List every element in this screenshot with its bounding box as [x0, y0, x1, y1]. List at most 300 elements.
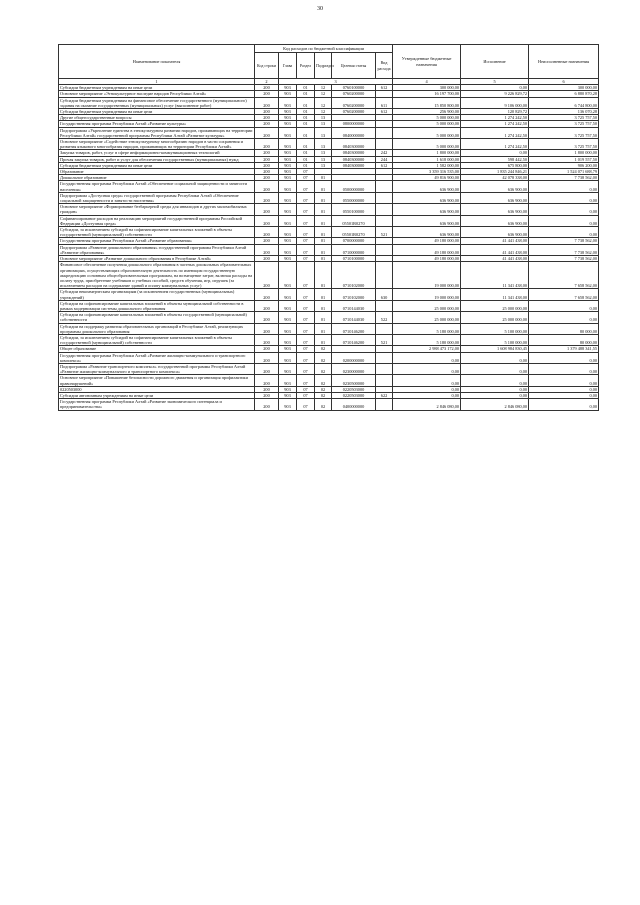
row-expense-type: [376, 204, 393, 215]
row-target: 0500000000: [332, 181, 376, 192]
row-chapter: 903: [279, 156, 297, 162]
row-name: Образование: [59, 169, 255, 175]
header-code-title: Код расходов по бюджетной классификации: [255, 45, 393, 53]
row-expense-type: 244: [376, 156, 393, 162]
row-chapter: 903: [279, 323, 297, 334]
row-unexecuted: 0,00: [529, 227, 599, 238]
row-executed: 636 900,00: [461, 204, 529, 215]
row-approved: 49 816 900,00: [393, 175, 461, 181]
row-subsection: 12: [315, 91, 332, 97]
row-name: Субсидии автономным учреждениям на иные цели: [59, 392, 255, 398]
row-section: 07: [297, 238, 315, 244]
row-target: 0840300000: [332, 139, 376, 150]
table-row: [59, 312, 599, 323]
row-approved: 49 180 000,00: [393, 256, 461, 262]
row-name: Дошкольное образование: [59, 175, 255, 181]
row-line-code: 200: [255, 238, 279, 244]
row-section: 01: [297, 139, 315, 150]
row-name: Субсидии бюджетным учреждениям на иные цели: [59, 85, 255, 91]
row-expense-type: [376, 181, 393, 192]
table-row: [59, 334, 599, 345]
row-unexecuted: 0,00: [529, 386, 599, 392]
row-approved: 19 000 000,00: [393, 289, 461, 300]
row-expense-type: [376, 262, 393, 289]
row-executed: 9 226 829,72: [461, 91, 529, 97]
row-executed: 11 341 438,00: [461, 289, 529, 300]
row-approved: 0,00: [393, 352, 461, 363]
row-target: 0550000000: [332, 192, 376, 203]
row-unexecuted: 136 070,28: [529, 109, 599, 115]
row-approved: 5 000 000,00: [393, 139, 461, 150]
row-subsection: 02: [315, 346, 332, 352]
row-approved: 16 197 700,00: [393, 91, 461, 97]
row-unexecuted: 80 000,00: [529, 323, 599, 334]
row-chapter: 903: [279, 97, 297, 108]
row-expense-type: [376, 300, 393, 311]
row-target: 0710144030: [332, 300, 376, 311]
row-line-code: 200: [255, 115, 279, 121]
row-chapter: 903: [279, 386, 297, 392]
row-approved: 25 000 000,00: [393, 312, 461, 323]
row-subsection: 12: [315, 109, 332, 115]
row-section: 07: [297, 375, 315, 386]
table-row: [59, 244, 599, 255]
row-name: Прочая закупка товаров, работ и услуг для обеспечения государственных (муниципальных) нужд: [59, 156, 255, 162]
row-expense-type: 622: [376, 392, 393, 398]
row-unexecuted: 0,00: [529, 181, 599, 192]
row-expense-type: 522: [376, 312, 393, 323]
row-unexecuted: 906 200,00: [529, 162, 599, 168]
row-line-code: 200: [255, 300, 279, 311]
row-unexecuted: 7 738 562,00: [529, 175, 599, 181]
header-unexecuted: Неисполненные назначения: [529, 45, 599, 79]
row-executed: 0,00: [461, 375, 529, 386]
row-subsection: 01: [315, 181, 332, 192]
row-expense-type: [376, 399, 393, 410]
row-line-code: 200: [255, 346, 279, 352]
row-subsection: 01: [315, 227, 332, 238]
row-executed: 0,00: [461, 150, 529, 156]
row-unexecuted: 1 379 488 341,55: [529, 346, 599, 352]
row-chapter: 903: [279, 399, 297, 410]
row-subsection: 01: [315, 204, 332, 215]
row-target: 0230500000: [332, 375, 376, 386]
row-approved: 5 000 000,00: [393, 127, 461, 138]
row-subsection: 02: [315, 386, 332, 392]
row-name: Подпрограмма «Развитие транспортного комплекса» государственной программы Республики Алтай «Развитие жилищно-коммунального и транспортного комплекса»: [59, 363, 255, 374]
row-line-code: 200: [255, 262, 279, 289]
header-name: Наименование показателя: [59, 45, 255, 79]
row-section: 07: [297, 352, 315, 363]
row-executed: 41 441 438,00: [461, 244, 529, 255]
row-chapter: 903: [279, 109, 297, 115]
row-expense-type: [376, 363, 393, 374]
row-line-code: 200: [255, 352, 279, 363]
row-section: 01: [297, 121, 315, 127]
row-unexecuted: 3 725 757,50: [529, 139, 599, 150]
budget-execution-table: [58, 44, 599, 411]
row-name: Основное мероприятие «Развитие дошкольного образования в Республике Алтай»: [59, 256, 255, 262]
table-row: [59, 127, 599, 138]
row-target: 0710000000: [332, 244, 376, 255]
row-approved: 0,00: [393, 392, 461, 398]
row-expense-type: 611: [376, 97, 393, 108]
row-target: 0710146200: [332, 323, 376, 334]
table-row: [59, 375, 599, 386]
row-section: 01: [297, 109, 315, 115]
row-name: Субсидии бюджетным учреждениям на иные цели: [59, 162, 255, 168]
row-chapter: 903: [279, 312, 297, 323]
table-row: [59, 363, 599, 374]
row-expense-type: 521: [376, 334, 393, 345]
row-section: 07: [297, 386, 315, 392]
row-line-code: 200: [255, 363, 279, 374]
row-subsection: 01: [315, 323, 332, 334]
row-executed: 1 835 244 846,21: [461, 169, 529, 175]
row-line-code: 200: [255, 399, 279, 410]
table-body: [59, 85, 599, 410]
row-approved: 0,00: [393, 375, 461, 386]
row-target: 05501R0270: [332, 215, 376, 226]
row-unexecuted: 3 725 757,50: [529, 127, 599, 138]
row-executed: 42 078 338,00: [461, 175, 529, 181]
row-approved: 636 900,00: [393, 181, 461, 192]
header-line-code: Код строки: [255, 53, 279, 79]
row-target: 0760200000: [332, 97, 376, 108]
row-approved: 636 900,00: [393, 215, 461, 226]
row-line-code: 200: [255, 192, 279, 203]
row-unexecuted: 3 725 757,50: [529, 121, 599, 127]
header-num-4: 4: [393, 79, 461, 85]
row-section: 01: [297, 91, 315, 97]
row-section: 07: [297, 392, 315, 398]
row-section: 07: [297, 363, 315, 374]
row-chapter: 903: [279, 289, 297, 300]
row-executed: 5 100 000,00: [461, 334, 529, 345]
row-executed: 636 900,00: [461, 181, 529, 192]
row-target: 0710146200: [332, 334, 376, 345]
row-subsection: 13: [315, 127, 332, 138]
row-unexecuted: 7 658 562,00: [529, 262, 599, 289]
row-expense-type: [376, 215, 393, 226]
header-subsection: Подраздел: [315, 53, 332, 79]
row-subsection: 01: [315, 175, 332, 181]
row-line-code: 200: [255, 323, 279, 334]
row-name: Государственная программа Республики Алтай «Обеспечение социальной защищенности и занятости населения»: [59, 181, 255, 192]
row-name: Государственная программа Республики Алтай «Развитие экономического потенциала и предпринимательства»: [59, 399, 255, 410]
row-unexecuted: 7 738 562,00: [529, 238, 599, 244]
row-executed: 2 846 080,00: [461, 399, 529, 410]
row-name: Подпрограмма «Укрепление единства в этнокультурном развитии народов, проживающих на территории Республики Алтай» государственной программы Республики Алтай «Развитие культуры»: [59, 127, 255, 138]
row-name: Субсидии бюджетным учреждениям на финансовое обеспечение государственного (муниципального) задания на оказание государственных (муниципальных) услуг (выполнение работ): [59, 97, 255, 108]
row-unexecuted: 7 658 562,00: [529, 289, 599, 300]
row-unexecuted: 3 725 757,50: [529, 115, 599, 121]
row-chapter: 903: [279, 244, 297, 255]
row-name: Государственная программа Республики Алтай «Развитие культуры»: [59, 121, 255, 127]
row-target: 0710102000: [332, 262, 376, 289]
row-line-code: 200: [255, 85, 279, 91]
row-executed: 0,00: [461, 352, 529, 363]
row-subsection: 13: [315, 115, 332, 121]
row-chapter: 903: [279, 169, 297, 175]
row-line-code: 200: [255, 256, 279, 262]
row-approved: 5 000 000,00: [393, 115, 461, 121]
table-row: [59, 204, 599, 215]
table-row: [59, 262, 599, 289]
row-target: 0550100000: [332, 204, 376, 215]
header-section: Раздел: [297, 53, 315, 79]
page-number: 30: [317, 6, 323, 12]
row-name: Субсидии на софинансирование капитальных вложений в объекты муниципальной собственности в рамках модернизации системы дошкольного образования: [59, 300, 255, 311]
row-target: 0220503000: [332, 392, 376, 398]
row-unexecuted: 0,00: [529, 204, 599, 215]
row-executed: 1 274 242,50: [461, 139, 529, 150]
row-chapter: 903: [279, 215, 297, 226]
row-unexecuted: 0,00: [529, 300, 599, 311]
table-row: [59, 227, 599, 238]
row-chapter: 903: [279, 334, 297, 345]
table-row: [59, 181, 599, 192]
row-approved: 1 800 000,00: [393, 150, 461, 156]
table-row: [59, 139, 599, 150]
row-line-code: 200: [255, 121, 279, 127]
row-unexecuted: 300 000,00: [529, 85, 599, 91]
row-approved: 0,00: [393, 386, 461, 392]
row-expense-type: 242: [376, 150, 393, 156]
row-name: Субсидии бюджетным учреждениям на иные цели: [59, 109, 255, 115]
row-chapter: 903: [279, 91, 297, 97]
row-approved: 19 000 000,00: [393, 262, 461, 289]
row-subsection: 13: [315, 150, 332, 156]
row-expense-type: 630: [376, 289, 393, 300]
row-name: Основное мероприятие «Содействие этнокультурному многообразию народов в части сохранения и развития языкового многообразия народов, проживающих на территории Республики Алтай»: [59, 139, 255, 150]
row-name: Государственная программа Республики Алтай «Развитие образования»: [59, 238, 255, 244]
row-target: 0710144030: [332, 312, 376, 323]
row-expense-type: 521: [376, 227, 393, 238]
row-expense-type: [376, 375, 393, 386]
header-executed: Исполнение: [461, 45, 529, 79]
row-section: 07: [297, 312, 315, 323]
row-subsection: 02: [315, 352, 332, 363]
row-executed: 41 441 438,00: [461, 256, 529, 262]
header-chapter: Глава: [279, 53, 297, 79]
table-row: [59, 289, 599, 300]
row-chapter: 903: [279, 85, 297, 91]
row-target: 0710100000: [332, 256, 376, 262]
row-executed: 636 900,00: [461, 192, 529, 203]
row-executed: 41 441 438,00: [461, 238, 529, 244]
row-target: 0200000000: [332, 352, 376, 363]
row-section: 01: [297, 85, 315, 91]
row-unexecuted: 6 744 800,00: [529, 97, 599, 108]
row-section: 01: [297, 162, 315, 168]
row-line-code: 200: [255, 150, 279, 156]
row-executed: 0,00: [461, 392, 529, 398]
row-name: Субсидии некоммерческим организациям (за исключением государственных (муниципальных) учреждений): [59, 289, 255, 300]
row-section: 07: [297, 227, 315, 238]
row-subsection: 13: [315, 121, 332, 127]
row-target: 05501R0270: [332, 227, 376, 238]
row-chapter: 903: [279, 127, 297, 138]
row-unexecuted: 80 000,00: [529, 334, 599, 345]
row-name: Основное мероприятие «Формирование безбарьерной среды для инвалидов и других маломобильных граждан»: [59, 204, 255, 215]
row-name: Общее образование: [59, 346, 255, 352]
row-approved: 49 180 000,00: [393, 238, 461, 244]
row-line-code: 200: [255, 139, 279, 150]
row-chapter: 903: [279, 204, 297, 215]
row-subsection: 13: [315, 139, 332, 150]
row-chapter: 903: [279, 346, 297, 352]
row-executed: 11 341 438,00: [461, 262, 529, 289]
row-name: Субсидии на софинансирование капитальных вложений в объекты государственной (муниципальной) собственности: [59, 312, 255, 323]
row-subsection: 12: [315, 97, 332, 108]
row-line-code: 200: [255, 215, 279, 226]
row-chapter: 903: [279, 115, 297, 121]
row-chapter: 903: [279, 375, 297, 386]
row-target: 0760100000: [332, 85, 376, 91]
row-line-code: 200: [255, 392, 279, 398]
row-subsection: 01: [315, 238, 332, 244]
row-target: 0800000000: [332, 121, 376, 127]
row-name: Подпрограмма «Доступная среда» государственной программы Республики Алтай «Обеспечение социальной защищенности и занятости населения»: [59, 192, 255, 203]
row-executed: 0,00: [461, 386, 529, 392]
row-line-code: 200: [255, 162, 279, 168]
row-subsection: 01: [315, 256, 332, 262]
row-executed: 1 274 242,50: [461, 127, 529, 138]
row-section: 07: [297, 215, 315, 226]
row-line-code: 200: [255, 91, 279, 97]
row-line-code: 200: [255, 334, 279, 345]
row-target: 0840300000: [332, 156, 376, 162]
row-unexecuted: 0,00: [529, 192, 599, 203]
header-num-5: 5: [461, 79, 529, 85]
row-unexecuted: 7 738 562,00: [529, 244, 599, 255]
row-executed: 5 100 000,00: [461, 323, 529, 334]
row-name: Подпрограмма «Развитие дошкольного образования» государственной программы Республики Алтай «Развитие образования»: [59, 244, 255, 255]
row-approved: 2 988 473 172,00: [393, 346, 461, 352]
row-subsection: 01: [315, 300, 332, 311]
row-subsection: 01: [315, 289, 332, 300]
row-line-code: 200: [255, 175, 279, 181]
row-line-code: 200: [255, 312, 279, 323]
row-executed: 598 442,50: [461, 156, 529, 162]
header-num-2: 2: [255, 79, 279, 85]
header-expense-type: Вид расхода: [376, 53, 393, 79]
row-section: 07: [297, 334, 315, 345]
row-section: 01: [297, 150, 315, 156]
row-target: 0710102000: [332, 289, 376, 300]
row-subsection: 13: [315, 162, 332, 168]
row-approved: 5 000 000,00: [393, 121, 461, 127]
row-executed: 0,00: [461, 363, 529, 374]
table-row: [59, 215, 599, 226]
row-executed: 1 274 242,50: [461, 121, 529, 127]
table-row: [59, 192, 599, 203]
row-section: 07: [297, 256, 315, 262]
row-section: 07: [297, 204, 315, 215]
row-chapter: 903: [279, 181, 297, 192]
row-section: 07: [297, 175, 315, 181]
row-unexecuted: 0,00: [529, 312, 599, 323]
row-subsection: 01: [315, 312, 332, 323]
row-approved: 636 900,00: [393, 227, 461, 238]
row-subsection: 01: [315, 192, 332, 203]
row-unexecuted: 6 880 870,28: [529, 91, 599, 97]
row-line-code: 200: [255, 109, 279, 115]
row-unexecuted: 0,00: [529, 352, 599, 363]
row-target: 0400000000: [332, 399, 376, 410]
row-expense-type: [376, 352, 393, 363]
row-subsection: 13: [315, 156, 332, 162]
row-subsection: 02: [315, 399, 332, 410]
row-executed: 9 106 000,00: [461, 97, 529, 108]
row-approved: 1 618 000,00: [393, 156, 461, 162]
row-expense-type: 612: [376, 85, 393, 91]
row-unexecuted: 1 800 000,00: [529, 150, 599, 156]
row-name: Основное мероприятие «Этнокультурное наследие народов Республики Алтай»: [59, 91, 255, 97]
row-unexecuted: 0,00: [529, 399, 599, 410]
row-executed: 120 829,72: [461, 109, 529, 115]
row-target: 0840300000: [332, 150, 376, 156]
row-name: Субсидии, за исключением субсидий на софинансирование капитальных вложений в объекты государственной (муниципальной) собственности: [59, 227, 255, 238]
header-approved: Утвержденные бюджетные назначения: [393, 45, 461, 79]
row-expense-type: [376, 192, 393, 203]
row-line-code: 200: [255, 156, 279, 162]
row-section: 07: [297, 244, 315, 255]
row-section: 07: [297, 300, 315, 311]
row-target: 0840000000: [332, 127, 376, 138]
row-executed: 636 900,00: [461, 215, 529, 226]
row-subsection: 01: [315, 215, 332, 226]
row-section: 07: [297, 181, 315, 192]
row-section: 07: [297, 289, 315, 300]
row-line-code: 200: [255, 289, 279, 300]
row-target: 0700000000: [332, 238, 376, 244]
row-subsection: 02: [315, 375, 332, 386]
row-expense-type: [376, 127, 393, 138]
row-line-code: 200: [255, 244, 279, 255]
row-expense-type: 612: [376, 109, 393, 115]
row-unexecuted: 1 524 071 688,79: [529, 169, 599, 175]
row-executed: 0,00: [461, 85, 529, 91]
row-chapter: 903: [279, 192, 297, 203]
table-row: [59, 352, 599, 363]
row-chapter: 903: [279, 121, 297, 127]
row-target: 0760200000: [332, 91, 376, 97]
row-approved: 49 180 000,00: [393, 244, 461, 255]
row-name: Закупка товаров, работ, услуг в сфере информационно-коммуникационных технологий: [59, 150, 255, 156]
row-name: Государственная программа Республики Алтай «Развитие жилищно-коммунального и транспортного комплекса»: [59, 352, 255, 363]
row-name: Другие общегосударственные вопросы: [59, 115, 255, 121]
row-name: 0220503000: [59, 386, 255, 392]
table-row: [59, 97, 599, 108]
row-unexecuted: 0,00: [529, 392, 599, 398]
table-row: [59, 323, 599, 334]
row-line-code: 200: [255, 127, 279, 138]
row-unexecuted: 0,00: [529, 375, 599, 386]
row-target: 0760200000: [332, 109, 376, 115]
row-unexecuted: 1 019 557,50: [529, 156, 599, 162]
row-name: Субсидии, за исключением субсидий на софинансирование капитальных вложений в объекты государственной (муниципальной) собственности: [59, 334, 255, 345]
row-line-code: 200: [255, 97, 279, 108]
table-header: [59, 45, 599, 85]
row-approved: 5 180 000,00: [393, 323, 461, 334]
row-chapter: 903: [279, 256, 297, 262]
row-name: Основное мероприятие «Повышение безопасности дорожного движения и организация профилактики правонарушений»: [59, 375, 255, 386]
header-target: Целевая статья: [332, 53, 376, 79]
row-chapter: 903: [279, 363, 297, 374]
row-chapter: 903: [279, 392, 297, 398]
